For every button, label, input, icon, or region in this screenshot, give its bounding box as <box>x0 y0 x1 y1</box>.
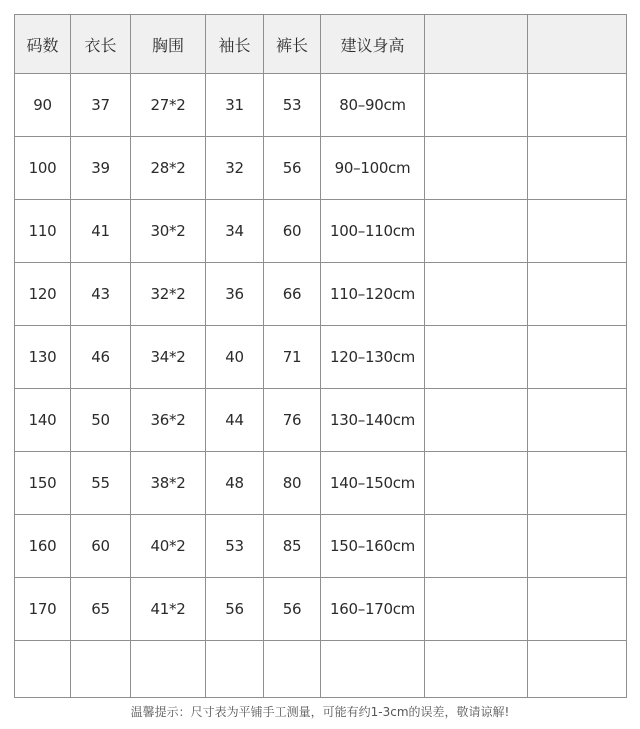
cell-suggested-height: 140–150cm <box>321 452 425 515</box>
table-header-row <box>15 15 627 74</box>
cell-empty-2 <box>528 74 627 137</box>
cell-empty-1 <box>425 326 528 389</box>
cell-garment-length: 37 <box>71 74 131 137</box>
cell-suggested-height <box>321 641 425 698</box>
cell-size <box>15 641 71 698</box>
cell-pants-length: 60 <box>264 200 321 263</box>
header-empty-2 <box>528 15 627 74</box>
cell-sleeve-length: 40 <box>206 326 264 389</box>
cell-size: 170 <box>15 578 71 641</box>
cell-size: 110 <box>15 200 71 263</box>
cell-suggested-height: 130–140cm <box>321 389 425 452</box>
cell-size: 100 <box>15 137 71 200</box>
cell-pants-length: 80 <box>264 452 321 515</box>
header-chest: 胸围 <box>131 15 206 74</box>
cell-empty-2 <box>528 452 627 515</box>
cell-suggested-height: 100–110cm <box>321 200 425 263</box>
cell-size: 150 <box>15 452 71 515</box>
cell-pants-length: 56 <box>264 137 321 200</box>
cell-pants-length: 53 <box>264 74 321 137</box>
cell-garment-length: 46 <box>71 326 131 389</box>
header-garment-length: 衣长 <box>71 15 131 74</box>
cell-sleeve-length: 34 <box>206 200 264 263</box>
cell-empty-2 <box>528 515 627 578</box>
cell-pants-length: 56 <box>264 578 321 641</box>
cell-garment-length: 43 <box>71 263 131 326</box>
table-row <box>15 74 627 137</box>
cell-pants-length: 71 <box>264 326 321 389</box>
cell-empty-1 <box>425 137 528 200</box>
table-row <box>15 578 627 641</box>
cell-suggested-height: 80–90cm <box>321 74 425 137</box>
cell-empty-1 <box>425 515 528 578</box>
footnote: 温馨提示：尺寸表为平铺手工测量，可能有约1-3cm的误差，敬请谅解! <box>130 705 510 719</box>
cell-empty-1 <box>425 74 528 137</box>
cell-garment-length: 60 <box>71 515 131 578</box>
cell-garment-length: 39 <box>71 137 131 200</box>
cell-pants-length <box>264 641 321 698</box>
cell-suggested-height: 90–100cm <box>321 137 425 200</box>
cell-pants-length: 66 <box>264 263 321 326</box>
header-size: 码数 <box>15 15 71 74</box>
cell-chest: 40*2 <box>131 515 206 578</box>
header-empty-1 <box>425 15 528 74</box>
cell-pants-length: 85 <box>264 515 321 578</box>
cell-sleeve-length: 36 <box>206 263 264 326</box>
cell-suggested-height: 160–170cm <box>321 578 425 641</box>
table-row <box>15 326 627 389</box>
cell-size: 130 <box>15 326 71 389</box>
table-row <box>15 263 627 326</box>
cell-empty-2 <box>528 200 627 263</box>
table-row <box>15 452 627 515</box>
cell-chest: 27*2 <box>131 74 206 137</box>
cell-sleeve-length: 44 <box>206 389 264 452</box>
table-row <box>15 137 627 200</box>
cell-empty-2 <box>528 641 627 698</box>
cell-garment-length: 41 <box>71 200 131 263</box>
cell-chest <box>131 641 206 698</box>
cell-empty-2 <box>528 137 627 200</box>
cell-chest: 32*2 <box>131 263 206 326</box>
cell-suggested-height: 120–130cm <box>321 326 425 389</box>
cell-chest: 38*2 <box>131 452 206 515</box>
table-body <box>15 74 627 698</box>
cell-chest: 36*2 <box>131 389 206 452</box>
cell-empty-2 <box>528 578 627 641</box>
cell-empty-1 <box>425 641 528 698</box>
cell-size: 160 <box>15 515 71 578</box>
header-pants-length: 裤长 <box>264 15 321 74</box>
cell-suggested-height: 110–120cm <box>321 263 425 326</box>
cell-garment-length: 55 <box>71 452 131 515</box>
cell-pants-length: 76 <box>264 389 321 452</box>
cell-empty-2 <box>528 326 627 389</box>
cell-sleeve-length: 53 <box>206 515 264 578</box>
cell-size: 120 <box>15 263 71 326</box>
cell-chest: 28*2 <box>131 137 206 200</box>
cell-empty-1 <box>425 263 528 326</box>
cell-garment-length <box>71 641 131 698</box>
header-sleeve-length: 袖长 <box>206 15 264 74</box>
table-row <box>15 200 627 263</box>
cell-chest: 34*2 <box>131 326 206 389</box>
table-row <box>15 515 627 578</box>
header-suggested-height: 建议身高 <box>321 15 425 74</box>
cell-chest: 30*2 <box>131 200 206 263</box>
cell-sleeve-length <box>206 641 264 698</box>
cell-empty-1 <box>425 200 528 263</box>
cell-sleeve-length: 31 <box>206 74 264 137</box>
cell-size: 90 <box>15 74 71 137</box>
cell-garment-length: 50 <box>71 389 131 452</box>
cell-empty-1 <box>425 578 528 641</box>
cell-empty-1 <box>425 452 528 515</box>
table-row <box>15 641 627 698</box>
cell-suggested-height: 150–160cm <box>321 515 425 578</box>
cell-garment-length: 65 <box>71 578 131 641</box>
cell-empty-2 <box>528 263 627 326</box>
cell-empty-1 <box>425 389 528 452</box>
cell-sleeve-length: 32 <box>206 137 264 200</box>
table-row <box>15 389 627 452</box>
cell-sleeve-length: 56 <box>206 578 264 641</box>
cell-sleeve-length: 48 <box>206 452 264 515</box>
cell-chest: 41*2 <box>131 578 206 641</box>
size-chart-table <box>14 14 627 698</box>
cell-empty-2 <box>528 389 627 452</box>
cell-size: 140 <box>15 389 71 452</box>
